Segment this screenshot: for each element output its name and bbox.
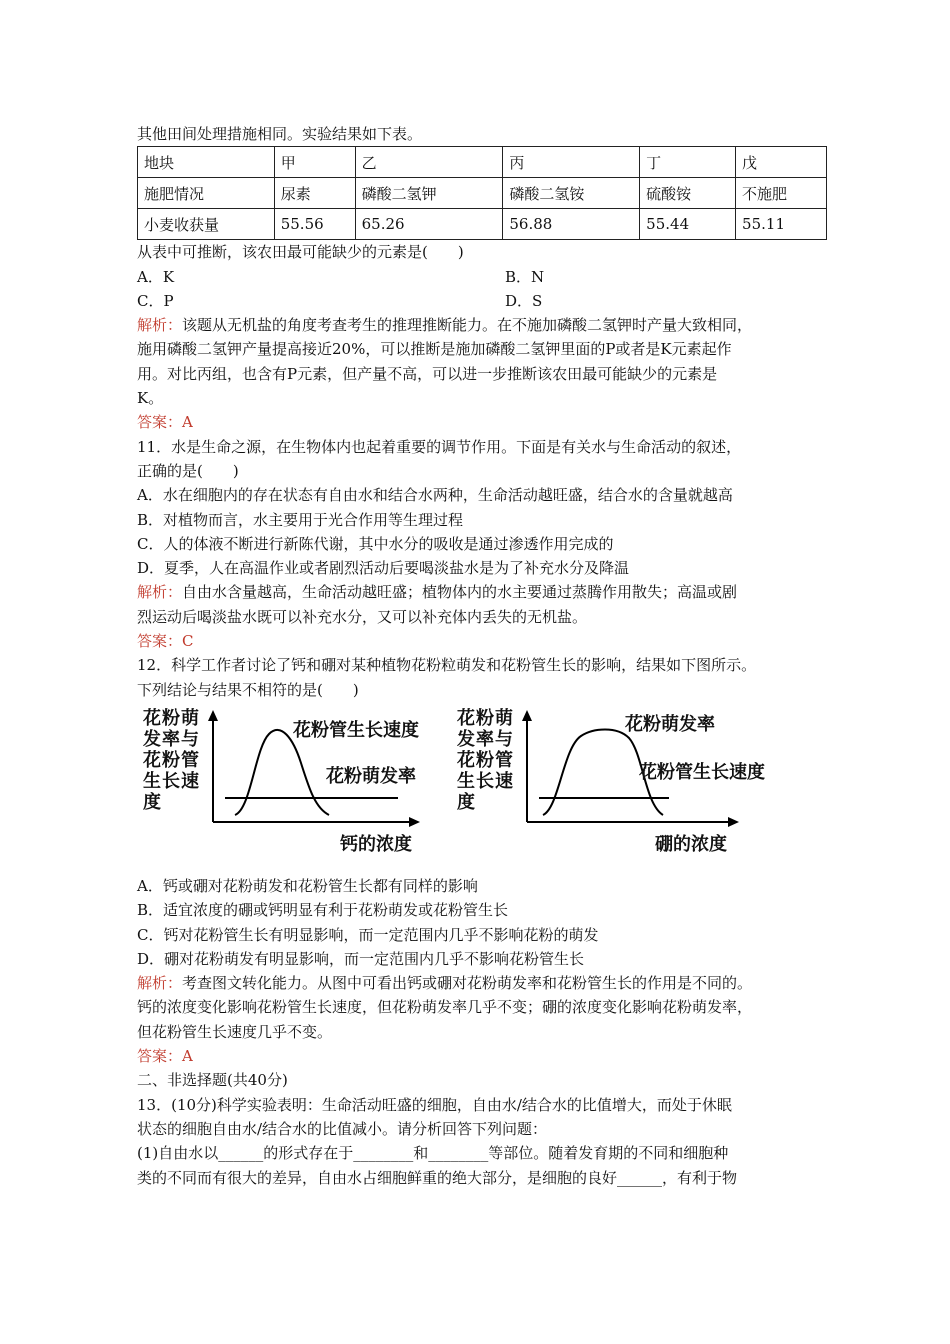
table-cell: 施肥情况 — [138, 178, 275, 209]
table-cell: 乙 — [355, 147, 503, 178]
table-cell: 磷酸二氢钾 — [355, 178, 503, 209]
option-d: D．S — [505, 291, 543, 310]
series-label: 花粉萌发率 — [326, 765, 416, 787]
q11-stem: 11．水是生命之源，在生物体内也起着重要的调节作用。下面是有关水与生命活动的叙述， — [137, 437, 742, 456]
table-cell: 丙 — [503, 147, 640, 178]
table-cell: 55.11 — [736, 209, 827, 240]
option-b: B．对植物而言，水主要用于光合作用等生理过程 — [137, 510, 464, 529]
table-row — [138, 209, 827, 240]
option-a: A．水在细胞内的存在状态有自由水和结合水两种，生命活动越旺盛，结合水的含量就越高 — [137, 486, 733, 505]
experiment-table — [137, 146, 827, 240]
table-cell: 戊 — [736, 147, 827, 178]
series-label: 花粉管生长速度 — [293, 719, 419, 741]
table-cell: 丁 — [640, 147, 736, 178]
q11-stem: 正确的是( ) — [137, 461, 239, 480]
option-c: C．人的体液不断进行新陈代谢，其中水分的吸收是通过渗透作用完成的 — [137, 534, 614, 553]
answer: 答案：A — [137, 1047, 193, 1066]
chart-y-label: 花粉萌 发率与 花粉管 生长速 度 — [457, 707, 514, 813]
table-cell: 磷酸二氢铵 — [503, 178, 640, 209]
section-title: 二、非选择题(共40分) — [137, 1071, 288, 1090]
table-cell: 硫酸铵 — [640, 178, 736, 209]
q10-options-row — [137, 265, 827, 289]
intro-text: 其他田间处理措施相同。实验结果如下表。 — [137, 125, 423, 143]
table-cell: 65.26 — [355, 209, 503, 240]
analysis-line: 施用磷酸二氢钾产量提高接近20%，可以推断是施加磷酸二氢钾里面的P或者是K元素起作 — [137, 340, 732, 359]
chart-plot — [457, 708, 787, 866]
analysis-line: K。 — [137, 389, 164, 408]
option-b: B．适宜浓度的硼或钙明显有利于花粉萌发或花粉管生长 — [137, 901, 509, 920]
table-cell: 尿素 — [274, 178, 355, 209]
option-c: C．钙对花粉管生长有明显影响，而一定范围内几乎不影响花粉的萌发 — [137, 925, 599, 944]
q12-stem: 下列结论与结果不相符的是( ) — [137, 680, 359, 699]
q12-stem: 12．科学工作者讨论了钙和硼对某种植物花粉粒萌发和花粉管生长的影响，结果如下图所示。 — [137, 656, 757, 675]
table-row — [138, 147, 827, 178]
answer: 答案：C — [137, 632, 194, 651]
analysis-line: 钙的浓度变化影响花粉管生长速度，但花粉萌发率几乎不变；硼的浓度变化影响花粉萌发率， — [137, 998, 753, 1017]
table-cell: 地块 — [138, 147, 275, 178]
q13-line: (1)自由水以______的形式存在于________和________等部位。随着发育期的不同和细胞种 — [137, 1144, 729, 1163]
series-label: 花粉管生长速度 — [639, 761, 765, 783]
analysis-label: 解析： — [137, 583, 183, 602]
option-d: D．硼对花粉萌发有明显影响，而一定范围内几乎不影响花粉管生长 — [137, 949, 585, 968]
analysis-label: 解析： — [137, 974, 183, 993]
option-d: D．夏季，人在高温作业或者剧烈活动后要喝淡盐水是为了补充水分及降温 — [137, 559, 630, 578]
q10-stem: 从表中可推断，该农田最可能缺少的元素是( ) — [137, 243, 464, 262]
analysis-line: 解析：考查图文转化能力。从图中可看出钙或硼对花粉萌发率和花粉管生长的作用是不同的。 — [137, 974, 753, 993]
analysis-line: 但花粉管生长速度几乎不变。 — [137, 1022, 333, 1041]
option-c: C．P — [137, 291, 174, 310]
option-b: B．N — [505, 267, 545, 286]
series-line-peak — [235, 730, 329, 815]
chart-y-label: 花粉萌 发率与 花粉管 生长速 度 — [143, 707, 200, 813]
table-cell: 55.44 — [640, 209, 736, 240]
y-axis-arrow — [208, 710, 218, 721]
option-a: A．K — [137, 267, 175, 286]
x-axis-label: 硼的浓度 — [655, 833, 727, 855]
q12-figures — [137, 708, 827, 866]
answer: 答案：A — [137, 413, 193, 432]
analysis-line: 烈运动后喝淡盐水既可以补充水分，又可以补充体内丢失的无机盐。 — [137, 607, 588, 626]
x-axis-arrow — [409, 817, 420, 827]
q13-line: 状态的细胞自由水/结合水的比值减小。请分析回答下列问题： — [137, 1119, 548, 1138]
q10-options-row — [137, 289, 827, 313]
table-cell: 甲 — [274, 147, 355, 178]
x-axis-label: 钙的浓度 — [340, 833, 412, 855]
table-row — [138, 178, 827, 209]
series-label: 花粉萌发率 — [625, 713, 715, 735]
analysis-label: 解析： — [137, 316, 183, 335]
table-cell: 55.56 — [274, 209, 355, 240]
q13-line: 类的不同而有很大的差异，自由水占细胞鲜重的绝大部分，是细胞的良好______，有利于物 — [137, 1168, 738, 1187]
analysis-line: 解析：自由水含量越高，生命活动越旺盛；植物体内的水主要通过蒸腾作用散失；高温或剧 — [137, 583, 738, 602]
x-axis-arrow — [728, 817, 739, 827]
chart-calcium — [143, 708, 428, 866]
document-page — [137, 122, 827, 1190]
table-cell: 小麦收获量 — [138, 209, 275, 240]
option-a: A．钙或硼对花粉萌发和花粉管生长都有同样的影响 — [137, 876, 478, 895]
q13-line: 13．(10分)科学实验表明：生命活动旺盛的细胞，自由水/结合水的比值增大，而处于休眠 — [137, 1095, 732, 1114]
table-cell: 不施肥 — [736, 178, 827, 209]
y-axis-arrow — [522, 710, 532, 721]
chart-boron — [457, 708, 787, 866]
analysis-line: 解析：该题从无机盐的角度考查考生的推理推断能力。在不施加磷酸二氢钾时产量大致相同， — [137, 316, 753, 335]
table-cell: 56.88 — [503, 209, 640, 240]
analysis-line: 用。对比丙组，也含有P元素，但产量不高，可以进一步推断该农田最可能缺少的元素是 — [137, 364, 718, 383]
